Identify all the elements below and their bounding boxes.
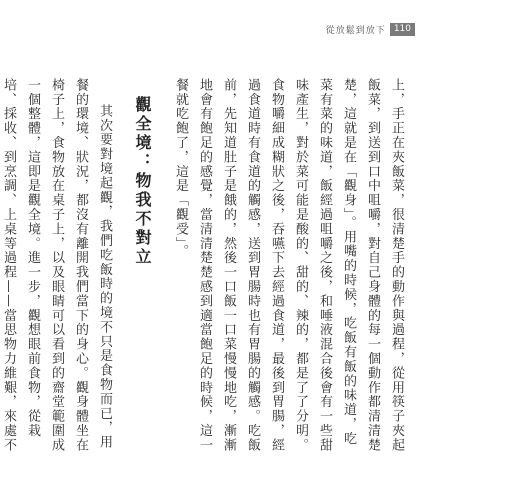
body-paragraph: 其次要對境起觀，我們吃飯時的境不只是食物而已，用餐的環境、狀況，都沒有離開我們當下的身心。觀身體坐在椅子上，食物放在桌子上，以及眼睛可以看到的齋堂範圍成一個整體，這即是觀全境。進一步，觀想眼前食物，從栽培、採收、到烹調、上桌等過程——當思物力維艱，來處不 bbox=[1, 78, 112, 453]
page-number: 110 bbox=[390, 23, 415, 36]
section-heading: 觀全境：物我不對立 bbox=[133, 96, 152, 267]
body-paragraph: 上，手正在夾飯菜，很清楚手的動作與過程，從用筷子夾起飯菜，到送到口中咀嚼，對自己身體的每一個動作都清清楚楚，這就是在「觀身」。用嘴的時候，吃飯有飯的味道，吃菜有菜的味道，飯經過咀嚼之後，和唾液混合後會有一些甜味產生，對於菜可能是酸的、甜的、辣的，都是了了分明。食物嚼細成糊狀之後，吞嚥下去經過食道，最後到胃腸，經過食道時有食道的觸感，送到胃腸時也有胃腸的觸感。吃飯前，先知道肚子是餓的，然後一口飯一口菜慢慢地吃，漸漸地會有飽足的感覺，當清清楚楚感到適當飽足的時候，這一餐就吃飽了，這是「觀受」。 bbox=[173, 78, 404, 453]
page-header bbox=[326, 23, 415, 36]
running-title: 從放鬆到放下 bbox=[325, 26, 386, 36]
vertical-text-body bbox=[0, 78, 408, 458]
